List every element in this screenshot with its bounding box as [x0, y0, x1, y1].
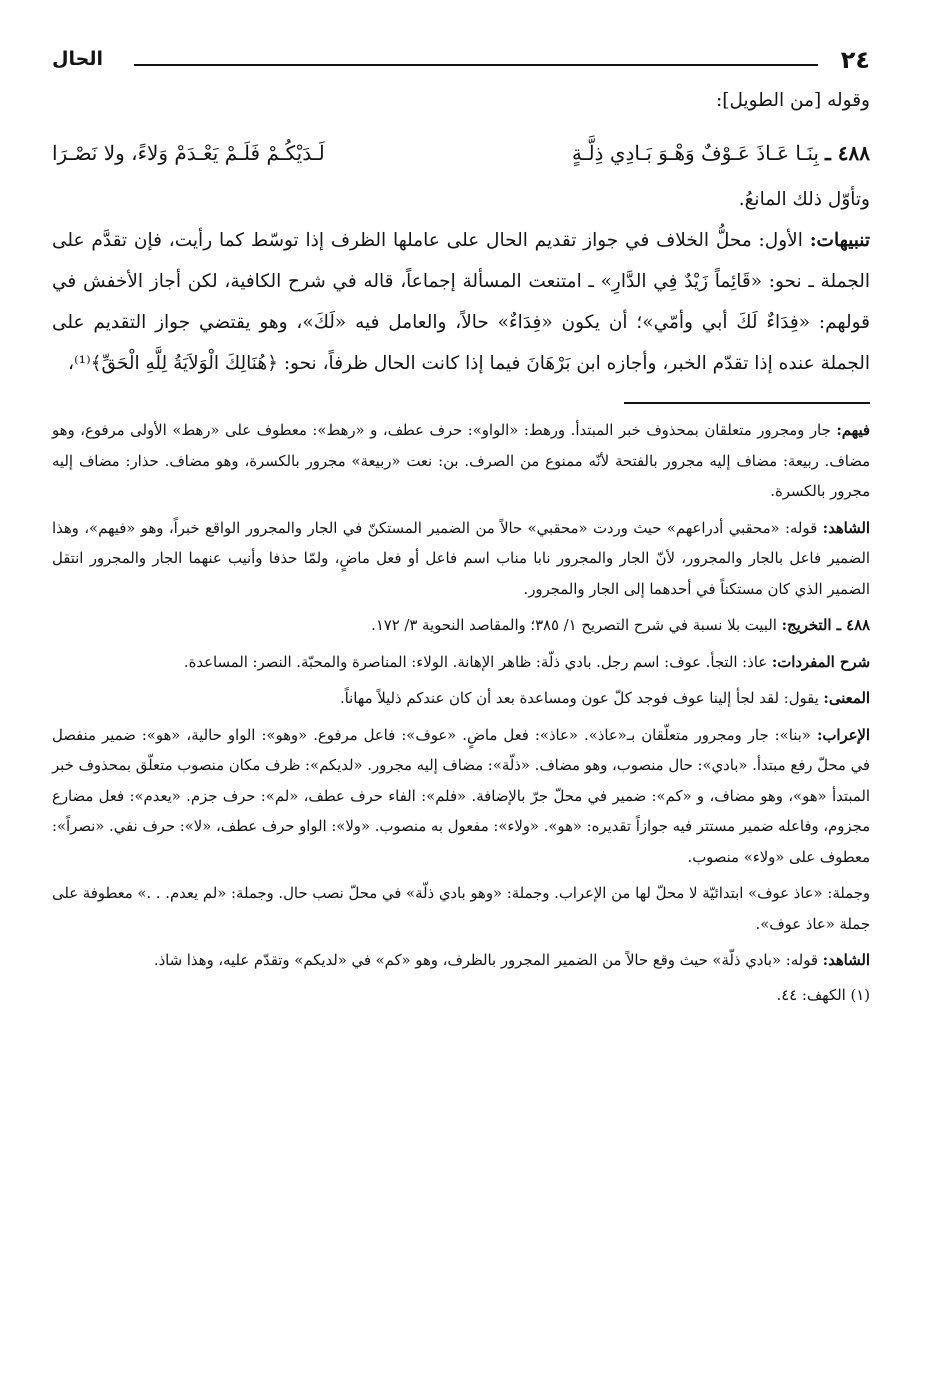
page-number: ٢٤ [840, 46, 870, 74]
footnote-label: شرح المفردات: [771, 653, 870, 671]
verse-number: ٤٨٨ ـ [824, 141, 870, 165]
notes-paragraph [52, 220, 870, 384]
footnote-text: البيت بلا نسبة في شرح التصريح ١/ ٣٨٥؛ والمقاصد النحوية ٣/ ١٧٢. [371, 617, 777, 634]
book-page [52, 40, 870, 1360]
footnotes [52, 416, 870, 1011]
verse-second-half: لَـدَيْكُـمْ فَلَـمْ يَعْـدَمْ وَلاءً، ولا نَصْـرَا [52, 141, 325, 165]
footnote-text: يقول: لقد لجأ إلينا عوف فوجد كلّ عون ومساعدة بعد أن كان عندكم ذليلاً مهاناً. [339, 690, 819, 707]
footnote-takhrij [52, 611, 870, 642]
footnote-irab [52, 721, 870, 874]
footnote-meaning [52, 684, 870, 715]
footnote-separator [624, 402, 870, 404]
footnote-sentences: وجملة: «عاذ عوف» ابتدائيّة لا محلّ لها من الإعراب. وجملة: «وهو بادي ذلّة» في محلّ نصب حال. وجملة: «لم يعدم. . .» معطوفة على جملة «عاذ عوف». [52, 885, 870, 933]
footnote-text: قوله: «بادي ذلّة» حيث وقع حالاً من الضمير المجرور بالظرف، وهو «كم» في «لديكم» وتقدّم عليه، وهذا شاذ. [153, 952, 818, 969]
verse-first-half: بِنَـا عَـاذَ عَـوْفٌ وَهْـوَ بَـادِي ذِلَّـةٍ [571, 141, 819, 165]
footnote-label: الشاهد: [822, 519, 870, 537]
footnote-vocabulary [52, 648, 870, 679]
footnote-label: ٤٨٨ ـ التخريج: [781, 617, 870, 634]
footnote-label: فيهم: [836, 422, 870, 439]
notes-text: الأول: محلُّ الخلاف في جواز تقديم الحال على عاملها الظرف إذا توسّط كما رأيت، فإن تقدَّم على الجملة ـ نحو: «قَائِماً زَيْدٌ فِي الدَّارِ» ـ امتنعت المسألة إجماعاً، قاله في شرح الكافية، لكن أجاز الأخفش في قولهم: «فِدَاءٌ لَكَ أبي وأمّي»؛ أن يكون «فِدَاءٌ» حالاً، والعامل فيه «لَكَ»، وهو يقتضي جواز التقديم على الجملة عنده إذا تقدّم الخبر، وأجازه ابن بَرْهَانَ فيما إذا كانت الحال ظرفاً، نحو: ﴿هُنَالِكَ الْوَلاَيَةُ لِلَّهِ الْحَقِّ﴾⁽¹⁾، [52, 230, 870, 374]
footnote-text: جار ومجرور متعلقان بمحذوف خبر المبتدأ. ورهط: «الواو»: حرف عطف، و «رهط»: معطوف على «رهط» الأولى مرفوع، وهو مضاف. ربيعة: مضاف إليه مجرور بالفتحة لأنّه ممنوع من الصرف. بن: نعت «ربيعة» مجرور بالكسرة، وهو مضاف. حذار: مضاف إليه مجرور بالكسرة. [52, 422, 870, 500]
footnote-text: قوله: «محقبي أدراعهم» حيث وردت «محقبي» حالاً من الضمير المستكنّ في الجار والمجرور الواقع خبراً، وهو «فيهم»، وهذا الضمير فاعل بالجار والمجرور، لأنّ الجار والمجرور نابا مناب اسم فاعل أو فعل ماضٍ، ولمّا حذفا وأنيب عنهما الجار والمجرور انتقل الضمير الذي كان مستكناً في أحدهما إلى الجار والمجرور. [52, 519, 870, 598]
page-header [52, 40, 870, 80]
footnote-label: الإعراب: [816, 726, 870, 744]
notes-label: تنبيهات: [809, 230, 871, 251]
footnote-fihim [52, 416, 870, 508]
section-title: الحال [52, 48, 103, 70]
poetry-verse [52, 127, 870, 179]
after-verse-text: وتأوّل ذلك المانعُ. [738, 189, 870, 210]
footnote-shahid [52, 946, 870, 977]
footnote-text: «بنا»: جار ومجرور متعلّقان بـ«عاذ». «عاذ»: فعل ماضٍ. «عوف»: فاعل مرفوع. «وهو»: الواو حالية، «هو»: ضمير منفصل في محلّ رفع مبتدأ. «بادي»: حال منصوب، وهو مضاف. «ذلّة»: مضاف إليه مجرور. «لديكم»: ظرف مكان منصوب متعلّق بمحذوف خبر المبتدأ «هو»، وهو مضاف، و «كم»: ضمير في محلّ جرّ بالإضافة. «فلم»: الفاء حرف عطف، «لم»: حرف جزم. «يعدم»: فعل مضارع مجزوم، وفاعله ضمير مستتر فيه جوازاً تقديره: «هو». «ولاء»: مفعول به منصوب. «ولا»: الواو حرف عطف، «لا»: حرف نفي. «نصراً»: معطوف على «ولاء» منصوب. [52, 726, 870, 866]
header-rule [134, 64, 818, 66]
footnote-shahid-prev [52, 514, 870, 606]
footnote-text: عاذ: التجأ. عوف: اسم رجل. بادي ذلّة: ظاهر الإهانة. الولاء: المناصرة والمحبّة. النصر: المساعدة. [183, 653, 768, 671]
main-text [52, 80, 870, 384]
footnote-label: المعنى: [823, 690, 870, 707]
footnote-label: الشاهد: [822, 952, 870, 969]
verse-intro: وقوله [من الطويل]: [716, 90, 870, 111]
footnote-reference-1: (١) الكهف: ٤٤. [776, 986, 870, 1004]
